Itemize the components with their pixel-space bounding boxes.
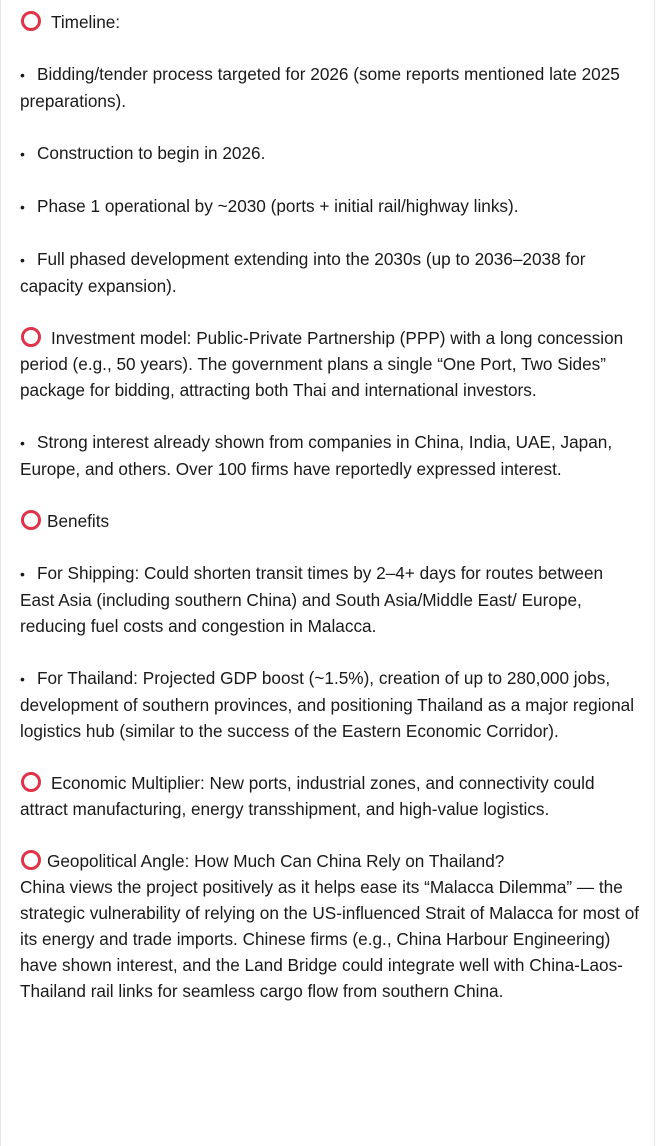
paragraph-text: Full phased development extending into the 2030s (up to 2036–2038 for capacity expansion). bbox=[20, 249, 591, 296]
timeline-heading bbox=[20, 9, 640, 35]
paragraph-text: Investment model: Public-Private Partnership (PPP) with a long concession period (e.g., 50 years). The government plans a single “One Port, Two Sides” package for bidding, attracting both Thai and international investors. bbox=[20, 328, 629, 400]
bullet-item-full-development bbox=[20, 246, 640, 299]
bullet-item-thailand bbox=[20, 665, 640, 744]
economic-multiplier-heading bbox=[20, 770, 640, 822]
paragraph-text: Strong interest already shown from companies in China, India, UAE, Japan, Europe, and others. Over 100 firms have reportedly expressed interest. bbox=[20, 432, 617, 479]
benefits-heading bbox=[20, 508, 640, 534]
paragraph-text: Economic Multiplier: New ports, industrial zones, and connectivity could attract manufacturing, energy transshipment, and high-value logistics. bbox=[20, 773, 600, 819]
bullet-item-bidding bbox=[20, 61, 640, 114]
red-circle-icon bbox=[21, 772, 41, 792]
bullet-item-shipping bbox=[20, 560, 640, 639]
paragraph-text: Construction to begin in 2026. bbox=[37, 143, 266, 163]
document-body bbox=[20, 9, 640, 1030]
investment-model-heading bbox=[20, 325, 640, 403]
paragraph-text: Benefits bbox=[47, 511, 110, 531]
bullet-dot-icon: • bbox=[20, 435, 25, 451]
paragraph-text: Bidding/tender process targeted for 2026 (some reports mentioned late 2025 preparations). bbox=[20, 64, 625, 111]
red-circle-icon bbox=[21, 850, 41, 870]
red-circle-icon bbox=[21, 510, 41, 530]
bullet-dot-icon: • bbox=[20, 67, 25, 83]
bullet-dot-icon: • bbox=[20, 199, 25, 215]
paragraph-text: Phase 1 operational by ~2030 (ports + initial rail/highway links). bbox=[37, 196, 519, 216]
bullet-item-interest bbox=[20, 429, 640, 482]
red-circle-icon bbox=[21, 11, 41, 31]
bullet-dot-icon: • bbox=[20, 566, 25, 582]
paragraph-text: Timeline: bbox=[51, 12, 121, 32]
bullet-item-construction bbox=[20, 140, 640, 167]
paragraph-text: For Shipping: Could shorten transit times by 2–4+ days for routes between East Asia (including southern China) and South Asia/Middle East/ Europe, reducing fuel costs and congestion in Malacca. bbox=[20, 563, 608, 636]
red-circle-icon bbox=[21, 327, 41, 347]
paragraph-text: Geopolitical Angle: How Much Can China Rely on Thailand? China views the project positively as it helps ease its “Malacca Dilemma” — the strategic vulnerability of relying on the US-influenced Strait of Malacca for most of its energy and trade imports. Chinese firms (e.g., China Harbour Engineering) have shown interest, and the Land Bridge could integrate well with China-Laos-Thailand rail links for seamless cargo flow from southern China. bbox=[20, 851, 640, 1001]
bullet-dot-icon: • bbox=[20, 671, 25, 687]
bullet-item-phase1 bbox=[20, 193, 640, 220]
bullet-dot-icon: • bbox=[20, 252, 25, 268]
bullet-dot-icon: • bbox=[20, 146, 25, 162]
geopolitical-angle-heading bbox=[20, 848, 640, 1004]
paragraph-text: For Thailand: Projected GDP boost (~1.5%), creation of up to 280,000 jobs, development of southern provinces, and positioning Thailand as a major regional logistics hub (similar to the success of the Eastern Economic Corridor). bbox=[20, 668, 639, 741]
